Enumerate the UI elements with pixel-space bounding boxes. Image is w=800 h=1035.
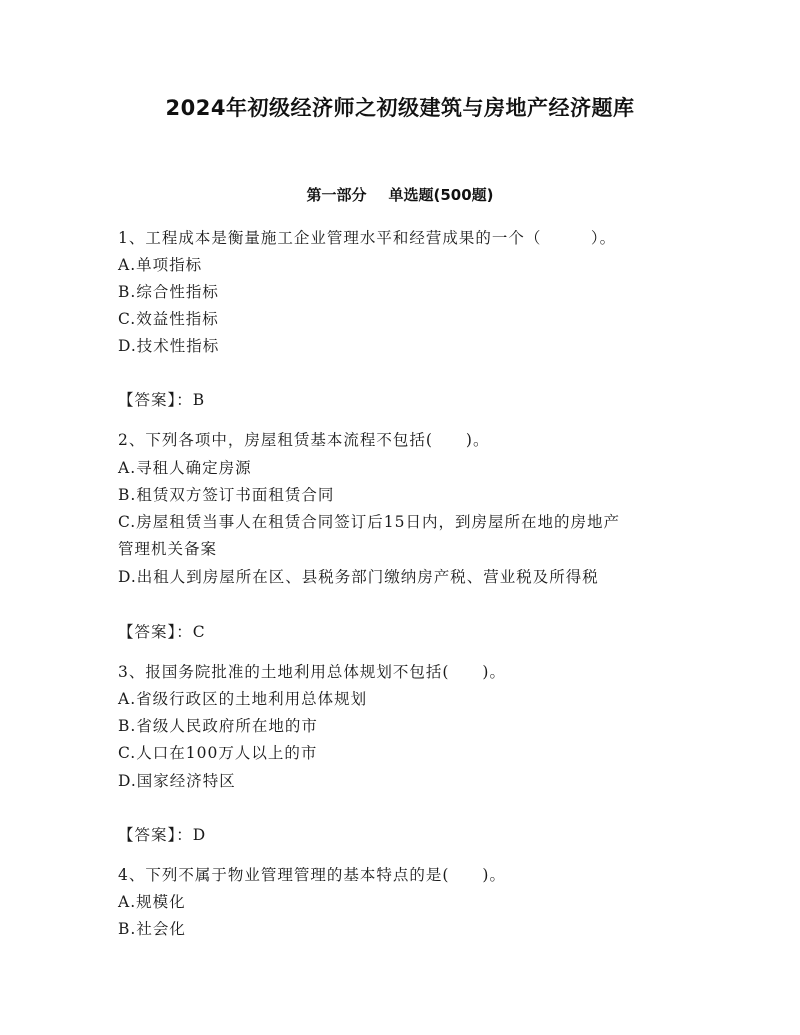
option-d: D.国家经济特区 (118, 772, 236, 790)
option-a: A.省级行政区的土地利用总体规划 (118, 690, 368, 708)
document-title: 2024年初级经济师之初级建筑与房地产经济题库 (165, 96, 635, 120)
option-b: B.租赁双方签订书面租赁合同 (118, 486, 335, 504)
option-a: A.寻租人确定房源 (118, 459, 252, 477)
option-b: B.省级人民政府所在地的市 (118, 717, 318, 735)
option-b: B.社会化 (118, 920, 186, 938)
section-name: 单选题(500题) (388, 186, 494, 204)
answer-label: 【答案】：C (118, 623, 206, 641)
option-c: C.效益性指标 (118, 310, 219, 328)
question-stem: 3、报国务院批准的土地利用总体规划不包括( )。 (118, 663, 506, 681)
section-heading (0, 184, 800, 205)
option-c: C.人口在100万人以上的市 (118, 744, 318, 762)
section-part: 第一部分 (306, 186, 367, 204)
option-b: B.综合性指标 (118, 283, 219, 301)
option-c-continued: 管理机关备案 (118, 540, 218, 558)
option-c: C.房屋租赁当事人在租赁合同签订后15日内，到房屋所在地的房地产 (118, 513, 620, 531)
option-d: D.出租人到房屋所在区、县税务部门缴纳房产税、营业税及所得税 (118, 568, 599, 586)
option-a: A.单项指标 (118, 256, 203, 274)
question-stem: 4、下列不属于物业管理管理的基本特点的是( )。 (118, 866, 506, 884)
option-d: D.技术性指标 (118, 337, 220, 355)
answer-label: 【答案】：D (118, 826, 207, 844)
option-a: A.规模化 (118, 893, 186, 911)
question-stem: 2、下列各项中，房屋租赁基本流程不包括( )。 (118, 431, 490, 449)
answer-label: 【答案】：B (118, 391, 206, 409)
question-stem: 1、工程成本是衡量施工企业管理水平和经营成果的一个（ ）。 (118, 229, 617, 247)
